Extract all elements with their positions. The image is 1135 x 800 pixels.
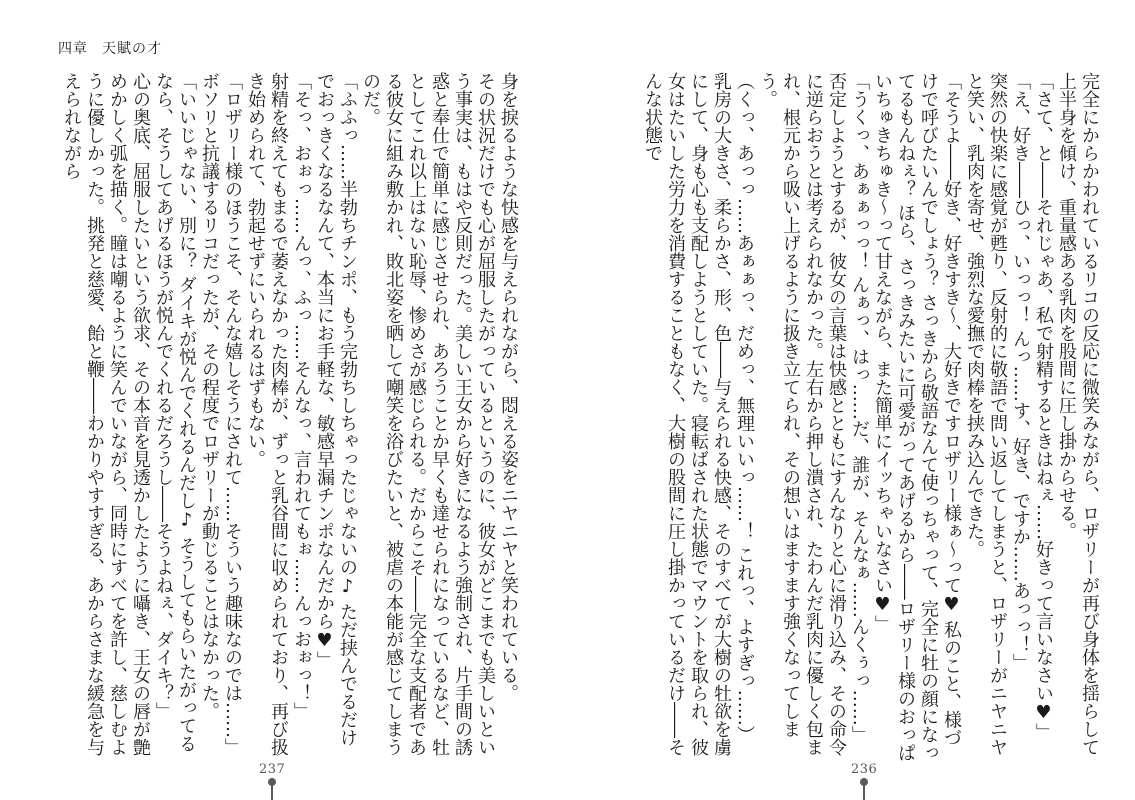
paragraph: 突然の快楽に感覚が甦り、反射的に敬語で問い返してしまうと、ロザリーがニヤニヤと笑い、乳肉を寄せ、強烈な愛撫で肉棒を挟み込んできた。 (964, 72, 1008, 756)
chapter-number: 四章 (58, 41, 88, 57)
right-page (567, 0, 1134, 800)
page-number: 237 (259, 762, 286, 777)
paragraph: その状況だけでも心が屈服したがっているというのに、彼女がどこまでも美しいという事実は、もはや反則だった。美しい王女から好きになるよう強制され、片手間の誘惑と奉仕で簡単に感じさせられ、あろうことか早くも達せられになっているなど、牡としてこれ以上はない恥辱、惨めさが感じられる。だからこそ――完全な支配者である彼女に組み敷かれ、敗北姿を晒して嘲笑を浴びたいと、被虐の本能が感じてしまうのだ。 (360, 72, 496, 756)
paragraph: 「ふふっ……半勃ちチンポ、もう完勃ちしちゃったじゃないの♪ ただ挟んでるだけでおっきくなるなんて、本当にお手軽な、敏感早漏チンポなんだから♥」 (314, 72, 358, 747)
body-text-right (639, 72, 1101, 762)
paragraph: 射精を終えてもまるで萎えなかった肉棒が、ずっと乳谷間に収められており、再び扱き始められて、勃起せずにいられるはずもない。 (245, 72, 289, 756)
paragraph: 「ロザリー様のほうこそ、そんな嬉しそうにされて……そういう趣味なのでは……」 (222, 72, 243, 756)
paragraph: 「え、好き――ひっ、いっっ！ んっ……す、好き、ですか……あっっ！」 (1010, 72, 1031, 672)
paragraph: 「いいじゃない、別に？ ダイキが悦んでくれるんだし♪ そうしてもらいたがってるなら、そうしてあげるほうが悦んでくれるだろうし――そうよねぇ、ダイキ？」 (153, 72, 197, 753)
paragraph: 完全にからかわれているリコの反応に微笑みながら、ロザリーが再び身体を揺らして上半身を傾け、重量感ある乳肉を股間に圧し掛からせる。 (1056, 72, 1100, 756)
paragraph: ボソリと抗議するリコだったが、その程度でロザリーが動じることはなかった。 (199, 72, 220, 720)
paragraph: 心の奥底、屈服したいという欲求、その本音を見透かしたように囁き、王女の唇が艶めかしく弧を描く。瞳は嘲るように笑んでいながら、同時にすべてを許し、慈しむように優しかった。挑発と慈愛、飴と鞭――わかりやすすぎる、あからさまな緩急を与えられながら (61, 72, 151, 756)
left-page (0, 0, 567, 800)
paragraph: 乳房の大きさ、柔らかさ、形、色――与えられる快感、そのすべてが大樹の牡欲を虜にして、身も心も支配しようとしていた。寝転ばされた状態でマウントを取られ、彼女はたいした労力を消費することもなく、大樹の股間に圧し掛かっているだけ――そんな状態で (642, 72, 732, 756)
body-text-left (58, 72, 520, 762)
running-head (58, 38, 162, 58)
folio-marker-icon (860, 778, 868, 786)
paragraph: 「さて、と――それじゃあ、私で射精するときはねぇ……好きって言いなさい♥」 (1033, 72, 1054, 741)
paragraph: 「そうよ――好き、好きすき～、大好きですロザリー様ぁ～って♥ 私のこと、様づけで呼びたいんでしょう？ さっきから敬語なんて使っちゃって、完全に牡の顔になってるもんねぇ？ ほら、さっきみたいに可愛がってあげるから――ロザリー様のおっぱいちゅきちゅき～って甘えながら、また簡単にイッちゃいなさい♥」 (872, 72, 962, 762)
chapter-title: 天賦の才 (102, 41, 162, 57)
paragraph: 身を捩るような快感を与えられながら、悶える姿をニヤニヤと笑われている。 (498, 72, 519, 702)
page-number: 236 (851, 762, 878, 777)
paragraph: （くっ、あっっ……あぁぁっ、だめっ、無理いいっ……！ これっ、よすぎっ……） (734, 72, 755, 744)
paragraph: 否定しようとするが、彼女の言葉は快感とともにすんなりと心に滑り込み、その命令に逆らおうとは考えられなかった。左右から押し潰され、たわんだ乳肉に優しく包まれ、根元から吸い上げるように扱き立てられ、その想いはますます強くなってしまう。 (757, 72, 847, 756)
paragraph: 「うくっ、あぁぁっっ！ んぁっ、はっ……だ、誰が、そんなぁ……んくぅっ……」 (849, 72, 870, 744)
paragraph: 「そっ、おぉっ……んっ、ふっ……そんなっ、言われてもぉ……んっおぉっ！」 (291, 72, 312, 720)
folio-marker-icon (268, 778, 276, 786)
